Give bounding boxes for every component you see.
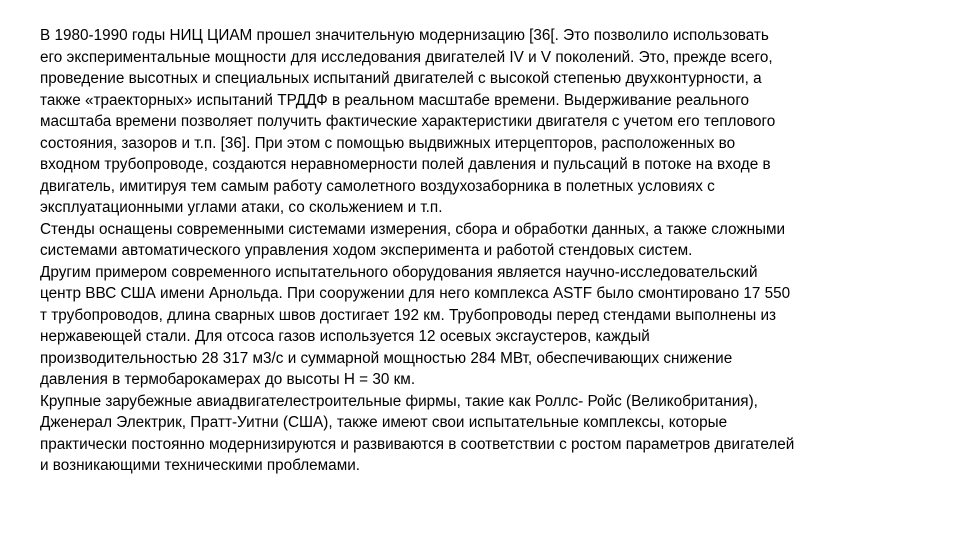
body-text — [40, 25, 920, 477]
text-line: проведение высотных и специальных испытаний двигателей с высокой степенью двухконтурности, а — [40, 70, 762, 87]
text-line: также «траекторных» испытаний ТРДДФ в реальном масштабе времени. Выдерживание реального — [40, 91, 750, 109]
text-line: В 1980-1990 годы НИЦ ЦИАМ прошел значительную модернизацию [36[. Это позволило использовать — [40, 27, 769, 44]
text-line: практически постоянно модернизируются и развиваются в соответствии с ростом параметров двигателей — [40, 435, 795, 453]
text-line: эксплуатационными углами атаки, со скольжением и т.п. — [40, 199, 443, 216]
text-line: входном трубопроводе, создаются неравномерности полей давления и пульсаций в потоке на входе в — [40, 156, 771, 173]
text-line: Дженерал Электрик, Пратт-Уитни (США), также имеют свои испытательные комплексы, которые — [40, 414, 728, 431]
text-line: системами автоматического управления ходом эксперимента и работой стендовых систем. — [40, 242, 693, 259]
text-line: Крупные зарубежные авиадвигателестроительные фирмы, такие как Роллс- Ройс (Великобритания), — [40, 392, 758, 410]
text-line: его экспериментальные мощности для исследования двигателей IV и V поколений. Это, прежде всего, — [40, 48, 773, 66]
text-line: давления в термобарокамерах до высоты Н = 30 км. — [40, 371, 416, 388]
text-line: Другим примером современного испытательного оборудования является научно-исследовательский — [40, 263, 758, 281]
text-line: Стенды оснащены современными системами измерения, сбора и обработки данных, а также сложными — [40, 220, 786, 238]
text-line: центр ВВС США имени Арнольда. При сооружении для него комплекса ASTF было смонтировано 17 550 — [40, 285, 791, 302]
text-line: т трубопроводов, длина сварных швов достигает 192 км. Трубопроводы перед стендами выполнены из — [40, 306, 776, 324]
text-line: и возникающими техническими проблемами. — [40, 457, 361, 474]
text-line: двигатель, имитируя тем самым работу самолетного воздухозаборника в полетных условиях с — [40, 177, 715, 195]
text-line: производительностью 28 317 м3/с и суммарной мощностью 284 МВт, обеспечивающих снижение — [40, 349, 733, 367]
text-line: масштаба времени позволяет получить фактические характеристики двигателя с учетом его теплового — [40, 113, 776, 130]
text-line: состояния, зазоров и т.п. [36]. При этом с помощью выдвижных итерцепторов, расположенных во — [40, 134, 736, 152]
text-line: нержавеющей стали. Для отсоса газов используется 12 осевых эксгаустеров, каждый — [40, 328, 650, 345]
